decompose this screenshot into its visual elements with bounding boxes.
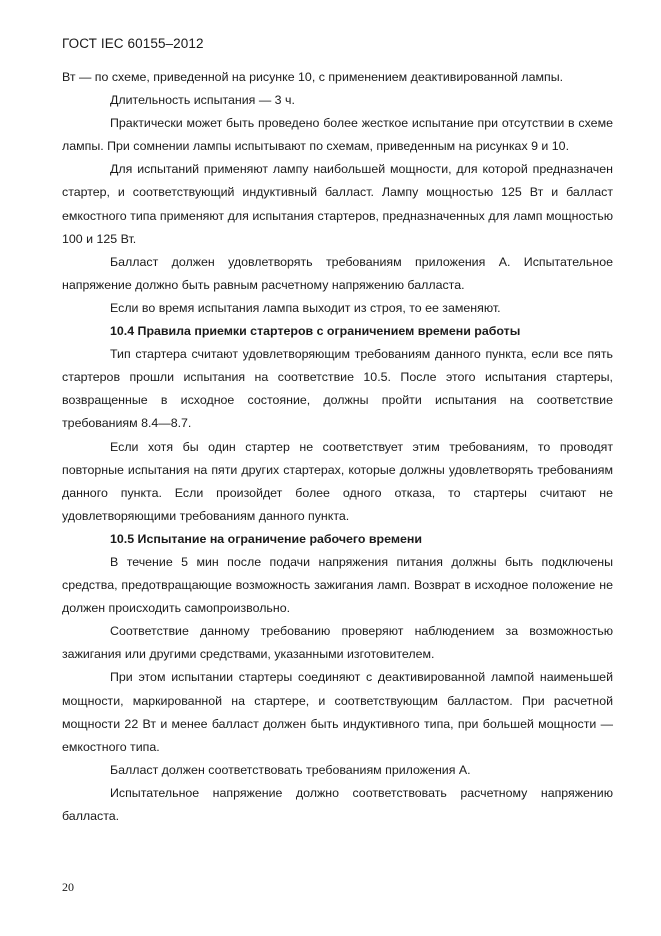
page-number: 20 <box>62 880 74 894</box>
section-heading-10-5: 10.5 Испытание на ограничение рабочего времени <box>110 531 422 546</box>
document-header: ГОСТ IEC 60155–2012 <box>62 36 204 51</box>
paragraph: Если во время испытания лампа выходит из строя, то ее заменяют. <box>110 300 501 315</box>
paragraph: Тип стартера считают удовлетворяющим требованиям данного пункта, если все пять стартеров прошли испытания на соответствие 10.5. После этого испытания стартеры, возвращенные в исходное состояние, должны пройти испытания на соответствие требованиям 8.4—8.7. <box>62 347 613 431</box>
paragraph: Длительность испытания — 3 ч. <box>110 93 295 108</box>
document-body <box>62 66 613 828</box>
paragraph: Испытательное напряжение должно соответствовать расчетному напряжению балласта. <box>62 785 613 823</box>
paragraph: Балласт должен соответствовать требованиям приложения А. <box>110 762 471 777</box>
paragraph: Вт — по схеме, приведенной на рисунке 10, с применением деактивированной лампы. <box>62 70 564 84</box>
paragraph: Соответствие данному требованию проверяют наблюдением за возможностью зажигания или другими средствами, указанными изготовителем. <box>62 624 613 662</box>
paragraph: В течение 5 мин после подачи напряжения питания должны быть подключены средства, предотвращающие возможность зажигания ламп. Возврат в исходное положение не должен происходить самопроизвольно. <box>62 554 613 616</box>
paragraph: При этом испытании стартеры соединяют с деактивированной лампой наименьшей мощности, маркированной на стартере, и соответствующим балластом. При расчетной мощности 22 Вт и менее балласт должен быть индуктивного типа, при большей мощности — емкостного типа. <box>62 670 613 754</box>
paragraph: Если хотя бы один стартер не соответствует этим требованиям, то проводят повторные испытания на пяти других стартерах, которые должны удовлетворять требованиям данного пункта. Если произойдет более одного отказа, то стартеры считают не удовлетворяющими требованиям данного пункта. <box>62 439 613 523</box>
paragraph: Балласт должен удовлетворять требованиям приложения А. Испытательное напряжение должно быть равным расчетному напряжению балласта. <box>62 254 613 292</box>
paragraph: Для испытаний применяют лампу наибольшей мощности, для которой предназначен стартер, и соответствующий индуктивный балласт. Лампу мощностью 125 Вт и балласт емкостного типа применяют для испытания стартеров, предназначенных для ламп мощностью 100 и 125 Вт. <box>62 162 613 246</box>
section-heading-10-4: 10.4 Правила приемки стартеров с ограничением времени работы <box>110 324 521 339</box>
paragraph: Практически может быть проведено более жесткое испытание при отсутствии в схеме лампы. При сомнении лампы испытывают по схемам, приведенным на рисунках 9 и 10. <box>62 116 613 154</box>
